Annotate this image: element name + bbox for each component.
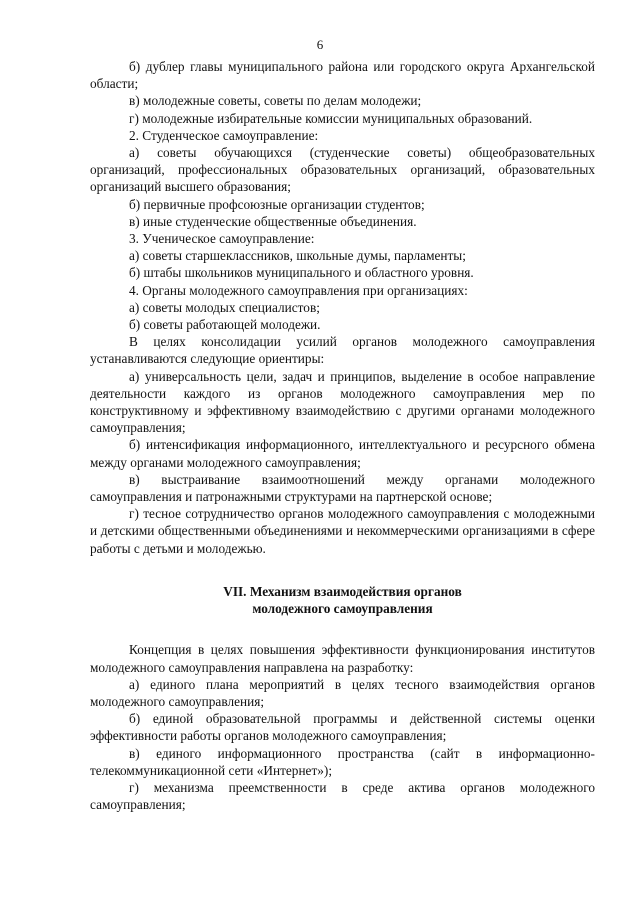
- paragraph: б) штабы школьников муниципального и областного уровня.: [129, 265, 474, 281]
- paragraph: б) советы работающей молодежи.: [129, 317, 321, 333]
- paragraph: б) дублер главы муниципального района или городского округа Архангельской области;: [90, 59, 595, 92]
- paragraph: в) иные студенческие общественные объединения.: [129, 213, 417, 229]
- paragraph: г) механизма преемственности в среде актива органов молодежного самоуправления;: [90, 779, 595, 813]
- paragraph: в) единого информационного пространства (сайт в информационно-телекоммуникационной сети «Интернет»);: [90, 745, 595, 778]
- document-body: [90, 58, 595, 813]
- paragraph: в) выстраивание взаимоотношений между органами молодежного самоуправления и патронажными структурами на партнерской основе;: [90, 471, 595, 505]
- paragraph: 3. Ученическое самоуправление:: [129, 231, 315, 247]
- paragraph: 4. Органы молодежного самоуправления при организациях:: [129, 282, 468, 298]
- paragraph: а) советы молодых специалистов;: [129, 299, 320, 315]
- paragraph: б) первичные профсоюзные организации студентов;: [129, 196, 425, 212]
- paragraph: а) советы старшеклассников, школьные думы, парламенты;: [129, 248, 466, 264]
- paragraph: 2. Студенческое самоуправление:: [129, 127, 319, 143]
- section-body: [90, 641, 595, 813]
- paragraph: В целях консолидации усилий органов молодежного самоуправления устанавливаются следующие ориентиры:: [90, 334, 595, 367]
- paragraph: а) универсальность цели, задач и принципов, выделение в особое направление деятельности каждого из органов молодежного самоуправления мер по конструктивному и эффективному взаимодействию с другими органами молодежного самоуправления;: [90, 368, 595, 436]
- paragraph: в) молодежные советы, советы по делам молодежи;: [129, 93, 422, 109]
- paragraph: Концепция в целях повышения эффективности функционирования институтов молодежного самоуправления направлена на разработку:: [90, 642, 595, 675]
- section-heading-line: VII. Механизм взаимодействия органов: [223, 583, 462, 599]
- section-heading-line: молодежного самоуправления: [252, 601, 433, 617]
- paragraph: б) интенсификация информационного, интеллектуального и ресурсного обмена между органами молодежного самоуправления;: [90, 437, 595, 470]
- paragraph: г) молодежные избирательные комиссии муниципальных образований.: [129, 110, 533, 126]
- paragraph: а) единого плана мероприятий в целях тесного взаимодействия органов молодежного самоуправления;: [90, 676, 595, 709]
- paragraph: б) единой образовательной программы и действенной системы оценки эффективности работы органов молодежного самоуправления;: [90, 711, 595, 744]
- paragraph: а) советы обучающихся (студенческие советы) общеобразовательных организаций, профессиональных образовательных организаций, образовательных организаций высшего образования;: [90, 145, 595, 195]
- paragraph: г) тесное сотрудничество органов молодежного самоуправления с молодежными и детскими общественными объединениями и некоммерческими организациями в сфере работы с детьми и молодежью.: [90, 506, 595, 556]
- section-heading: [90, 583, 595, 617]
- page-number: 6: [316, 37, 324, 52]
